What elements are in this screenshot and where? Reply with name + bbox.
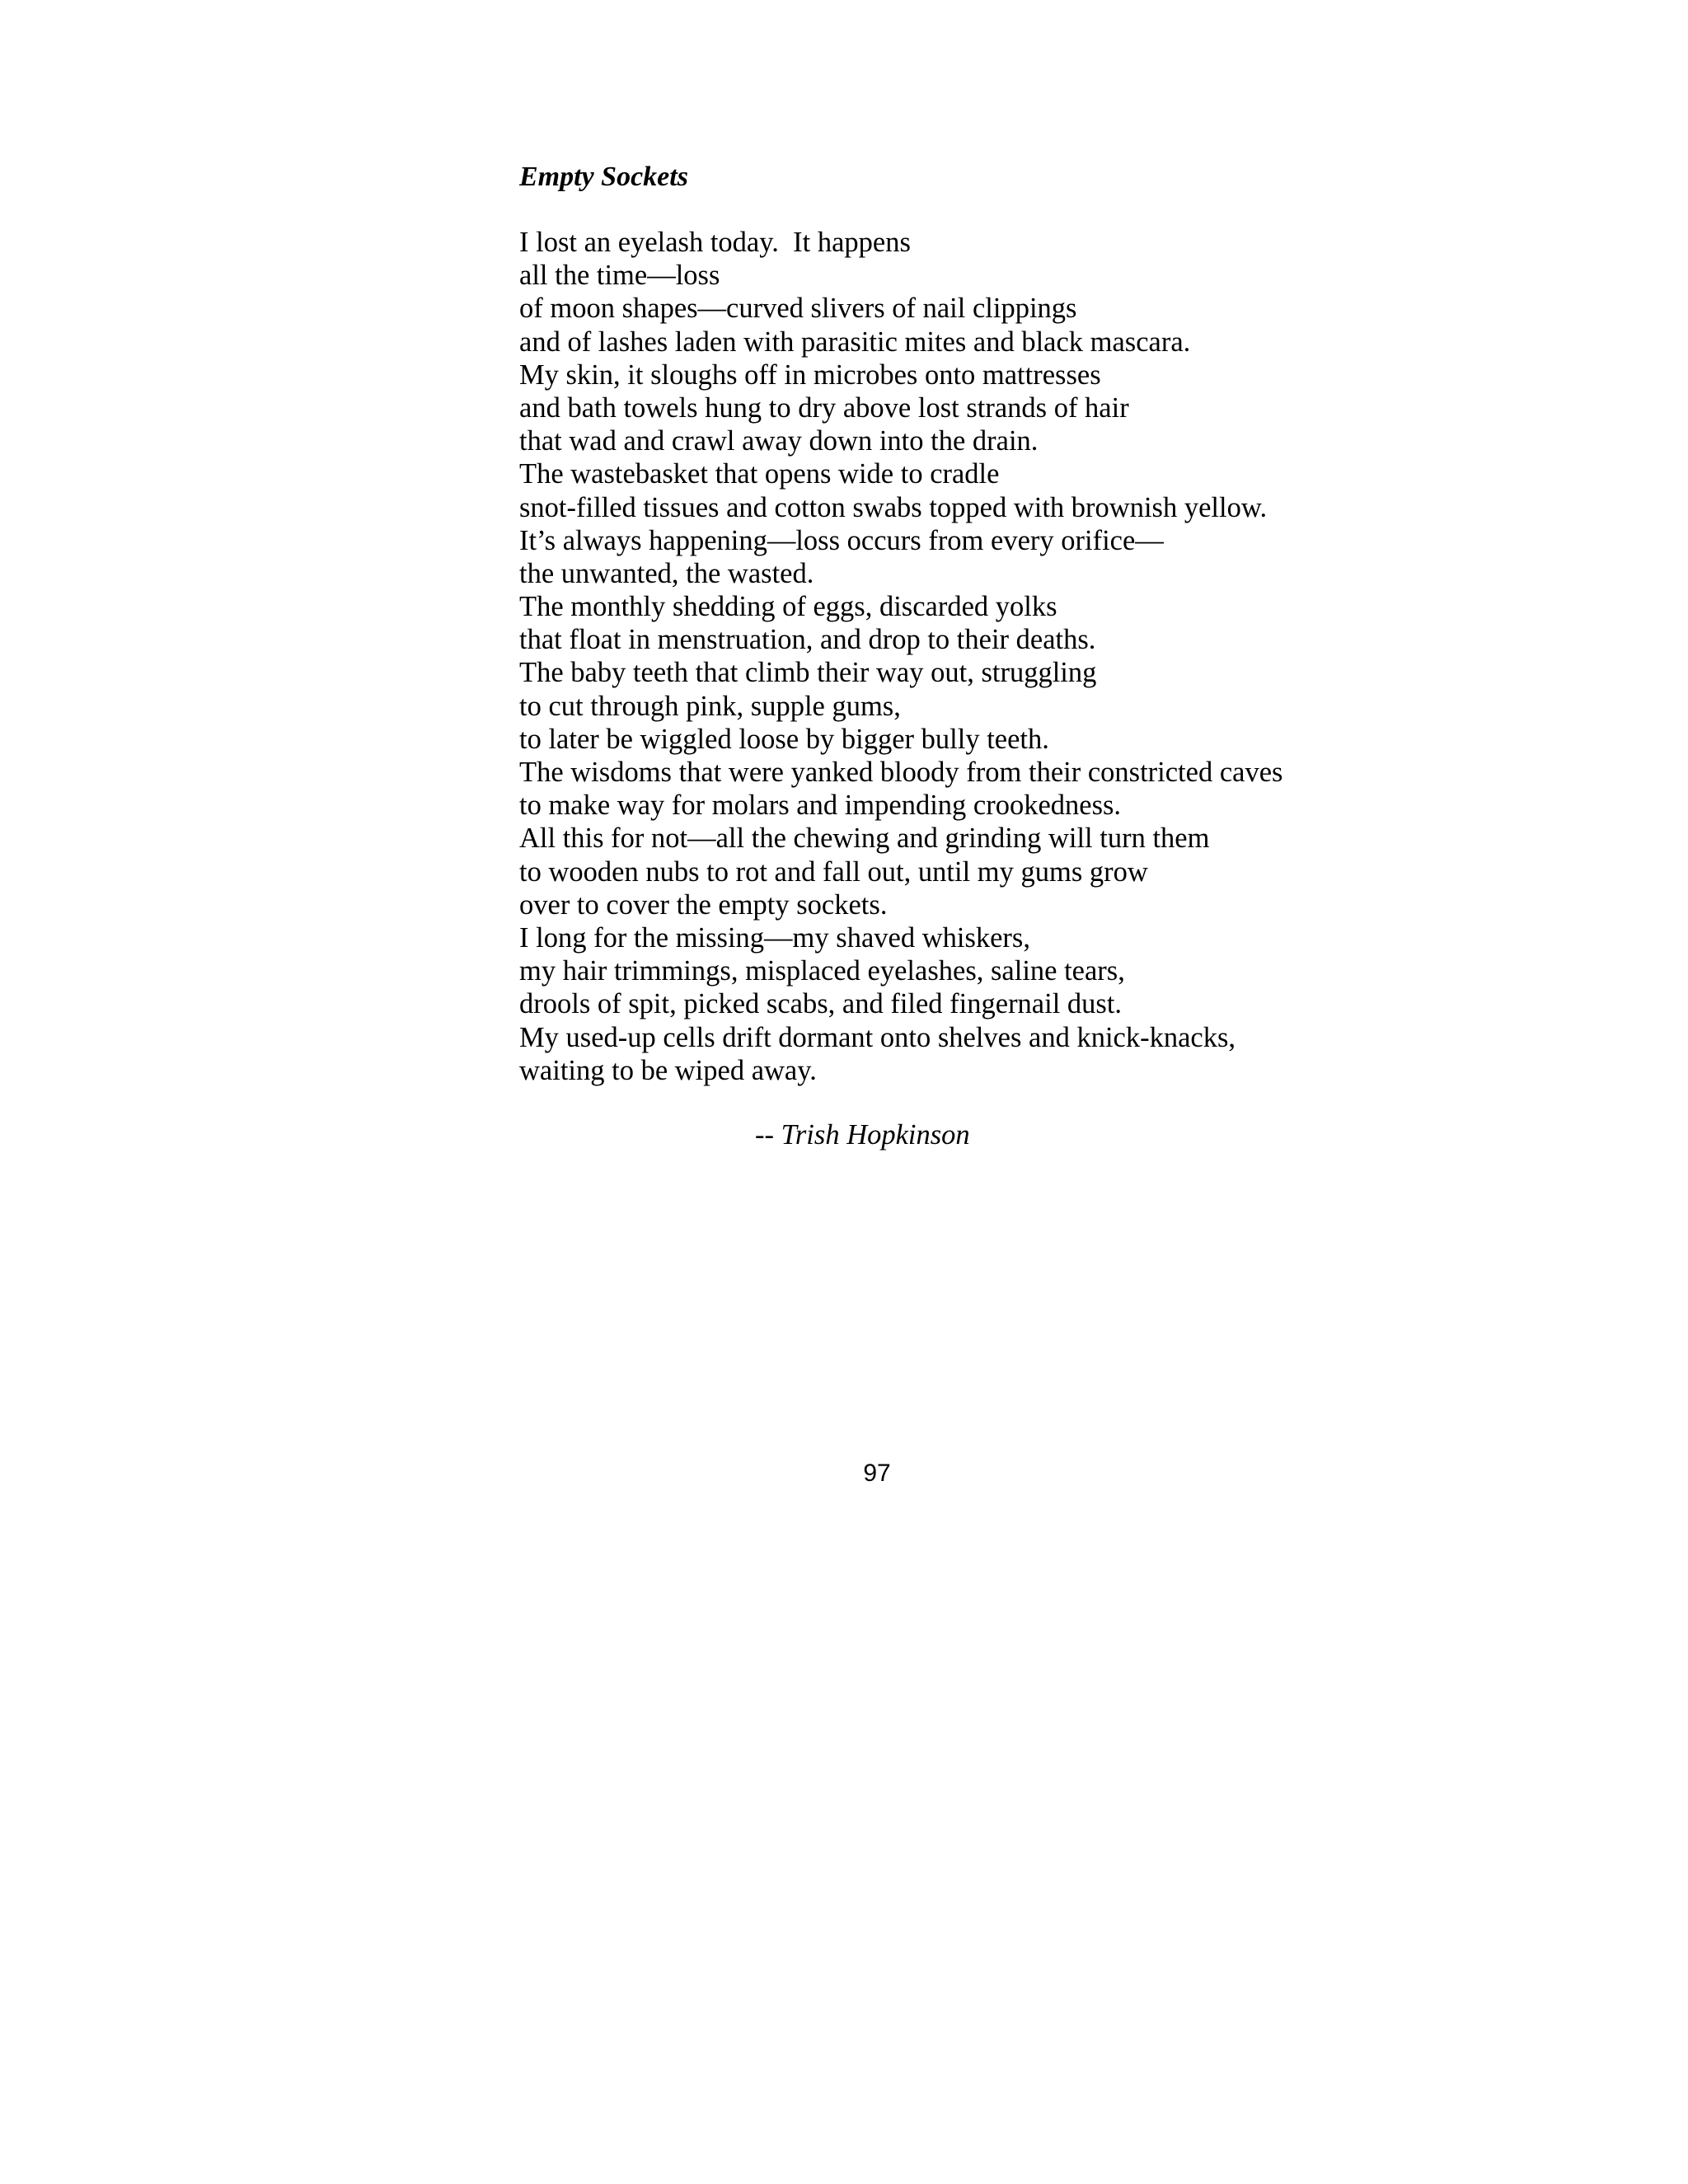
poem-line: my hair trimmings, misplaced eyelashes, saline tears, [519, 955, 1125, 987]
poem-line: over to cover the empty sockets. [519, 888, 888, 921]
poem-line: All this for not—all the chewing and grinding will turn them [519, 823, 1210, 855]
poem-line: to cut through pink, supple gums, [519, 690, 901, 722]
poem-line: drools of spit, picked scabs, and filed fingernail dust. [519, 988, 1123, 1020]
poem-line: snot-filled tissues and cotton swabs topped with brownish yellow. [519, 491, 1268, 523]
poem-line: My used-up cells drift dormant onto shelves and knick-knacks, [519, 1021, 1236, 1053]
poem-line: I lost an eyelash today. It happens [519, 227, 911, 258]
poem-line: waiting to be wiped away. [519, 1054, 817, 1086]
poem-line: The wisdoms that were yanked bloody from their constricted caves [519, 757, 1283, 788]
page-number: 97 [863, 1460, 891, 1487]
poem-line: The monthly shedding of eggs, discarded yolks [519, 591, 1057, 623]
poem-body [519, 226, 1282, 1087]
poem-line: My skin, it sloughs off in microbes onto mattresses [519, 359, 1101, 391]
poem-line: the unwanted, the wasted. [519, 557, 814, 589]
poem-line: The wastebasket that opens wide to cradle [519, 458, 1000, 490]
poem-line: all the time—loss [519, 260, 720, 292]
poem-title: Empty Sockets [519, 162, 688, 192]
poem-line: The baby teeth that climb their way out, struggling [519, 657, 1097, 689]
poem-line: and bath towels hung to dry above lost strands of hair [519, 391, 1129, 424]
poem-line: I long for the missing—my shaved whiskers, [519, 921, 1030, 954]
author-byline: -- Trish Hopkinson [755, 1119, 970, 1151]
poem-line: and of lashes laden with parasitic mites and black mascara. [519, 326, 1191, 358]
poem-line: that wad and crawl away down into the drain. [519, 425, 1039, 457]
poem-line: that float in menstruation, and drop to their deaths. [519, 624, 1096, 656]
poem-line: of moon shapes—curved slivers of nail clippings [519, 293, 1077, 325]
poem-line: to make way for molars and impending crookedness. [519, 790, 1122, 822]
poem-line: to wooden nubs to rot and fall out, until my gums grow [519, 855, 1148, 888]
poem-line: It’s always happening—loss occurs from every orifice— [519, 524, 1164, 556]
poem-line: to later be wiggled loose by bigger bully teeth. [519, 723, 1049, 755]
